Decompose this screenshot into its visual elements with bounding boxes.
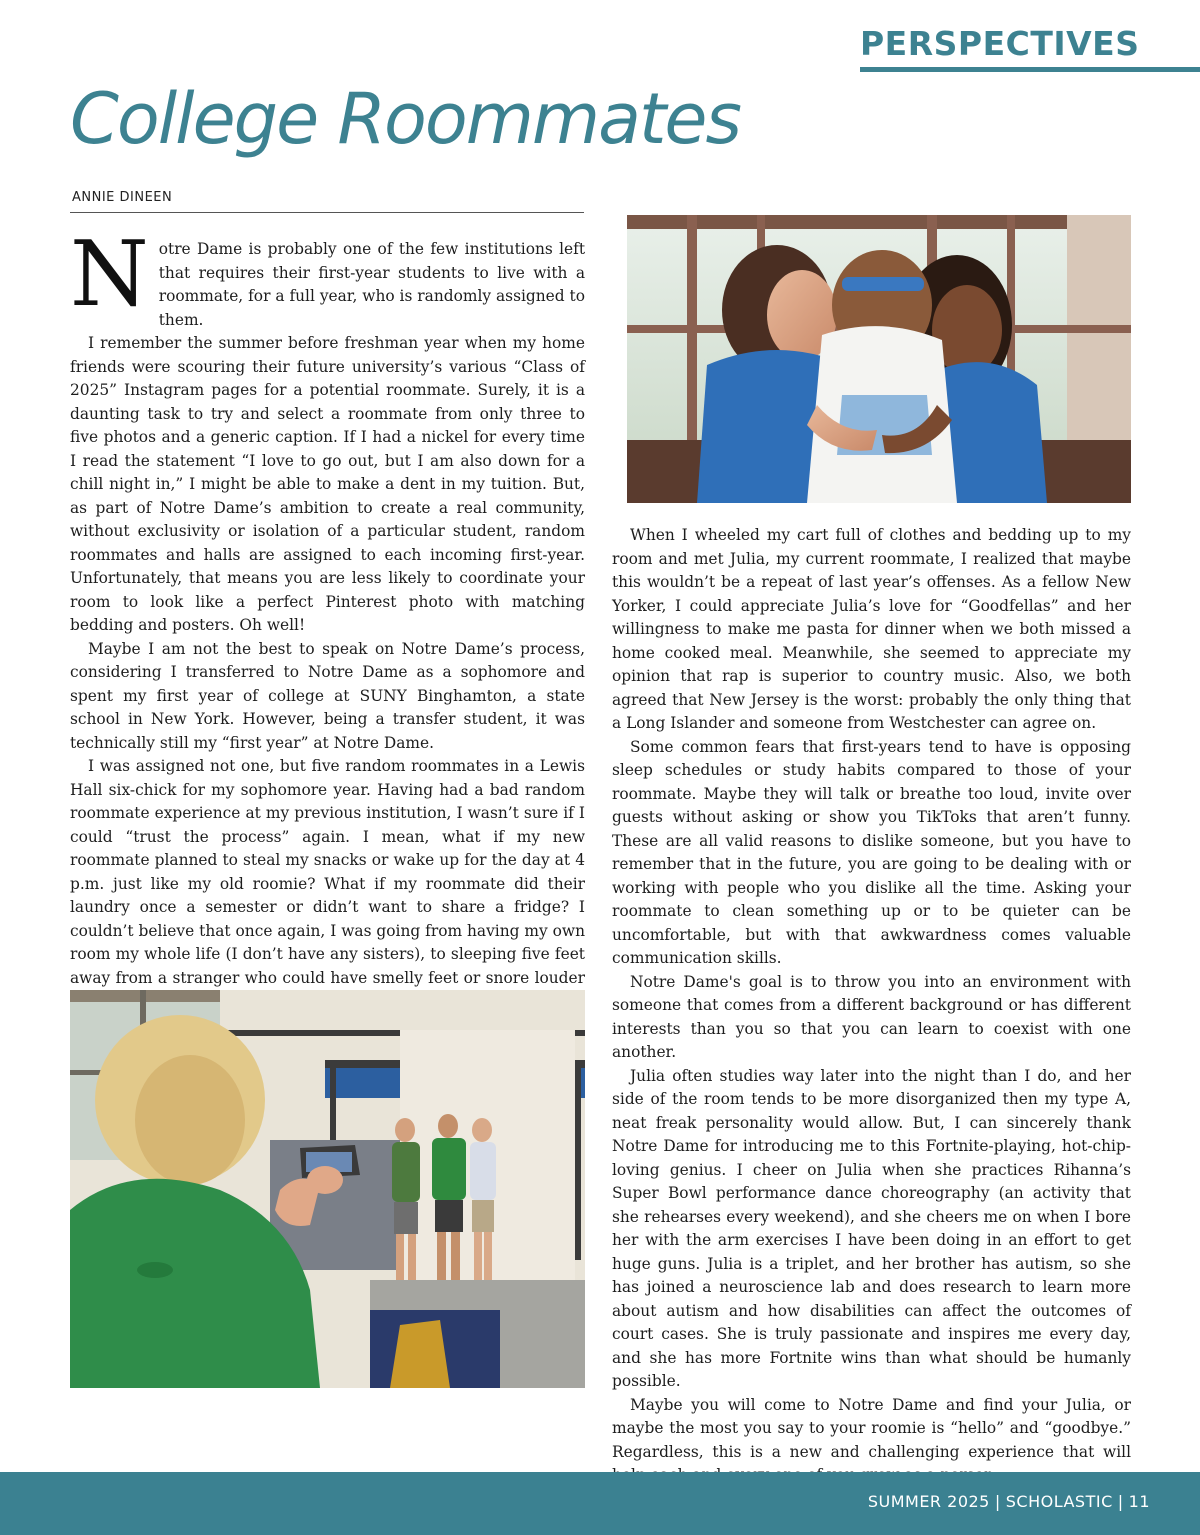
byline: ANNIE DINEEN [72, 190, 173, 205]
photo-roommates-hug [627, 215, 1131, 503]
article-column-left [70, 222, 585, 1014]
page-number: 11 [1128, 1492, 1150, 1511]
paragraph: Julia often studies way later into the night than I do, and her side of the room tends to be more disorganized then my type A, neat freak personality would allow. But, I can sincerely thank Notre Dame for introducing me to this Fortnite-playing, hot-chip-loving genius. I cheer on Julia when she practices Rihanna’s Super Bowl performance dance choreography (an activity that she rehearses every weekend), and she cheers me on when I bore her with the arm exercises I have been doing in an effort to get huge guns. Julia is a triplet, and her brother has autism, so she has joined a neuroscience lab and does research to learn more about autism and how disabilities can affect the outcomes of court cases. She is truly passionate and inspires me every day, and she has more Fortnite wins than what should be humanly possible. [612, 1066, 1131, 1390]
paragraph: Maybe I am not the best to speak on Notre Dame’s process, considering I transferred to Notre Dame as a sophomore and spent my first year of college at SUNY Binghamton, a state school in New York. However, being a transfer student, it was technically still my “first year” at Notre Dame. [70, 639, 585, 752]
article-column-right [612, 524, 1131, 1488]
paragraph: When I wheeled my cart full of clothes and bedding up to my room and met Julia, my current roommate, I realized that maybe this wouldn’t be a repeat of last year’s offenses. As a fellow New Yorker, I could appreciate Julia’s love for “Goodfellas” and her willingness to make me pasta for dinner when we both missed a home cooked meal. Meanwhile, she seemed to appreciate my opinion that rap is superior to country music. Also, we both agreed that New Jersey is the worst: probably the only thing that a Long Islander and someone from Westchester can agree on. [612, 526, 1131, 732]
paragraph: Some common fears that first-years tend to have is opposing sleep schedules or study habits compared to those of your roommate. Maybe they will talk or breathe too loud, invite over guests without asking or show you TikToks that aren’t funny. These are all valid reasons to dislike someone, but you have to remember that in the future, you are going to be dealing with or working with people who you dislike all the time. Asking your roommate to clean something up or to be quieter can be uncomfortable, but with that awkwardness comes valuable communication skills. [612, 737, 1131, 967]
paragraph: Notre Dame's goal is to throw you into an environment with someone that comes from a different background or has different interests than you so that you can learn to coexist with one another. [612, 972, 1131, 1061]
section-label: PERSPECTIVES [860, 24, 1140, 63]
footer-bar [0, 1472, 1200, 1535]
lead-paragraph [70, 222, 585, 332]
paragraph: I was assigned not one, but five random roommates in a Lewis Hall six-chick for my sophomore year. Having had a bad random roommate experience at my previous institution, I wasn’t sure if I could “trust the process” again. I mean, what if my new roommate planned to steal my snacks or wake up for the day at 4 p.m. just like my old roomie? What if my roommate did their laundry once a semester or didn’t want to share a fridge? I couldn’t believe that once again, I was going from having my own room my whole life (I don’t have any sisters), to sleeping five feet away from a stranger who could have smelly feet or snore louder [70, 757, 585, 987]
paragraph: Maybe you will come to Notre Dame and find your Julia, or maybe the most you say to your roomie is “hello” and “goodbye.” Regardless, this is a new and challenging experience that will [612, 1395, 1131, 1461]
byline-rule [70, 212, 584, 213]
publication-name: SCHOLASTIC [1005, 1492, 1113, 1511]
issue-label: SUMMER 2025 [867, 1492, 990, 1511]
paragraph: I remember the summer before freshman year when my home friends were scouring their future university’s various “Class of 2025” Instagram pages for a potential roommate. Surely, it is a daunting task to try and select a roommate from only three to five photos and a generic caption. If I had a nickel for every time I read the statement “I love to go out, but I am also down for a chill night in,” I might be able to make a dent in my tuition. But, as part of Notre Dame’s ambition to create a real community, without exclusivity or isolation of a particular student, random roommates and halls are assigned to each incoming first-year. Unfortunately, that means you are less likely to coordinate your room to look like a perfect Pinterest photo with matching bedding and posters. Oh well! [70, 334, 585, 634]
footer-separator: | [1117, 1492, 1124, 1511]
footer-text [868, 1492, 1150, 1511]
footer-separator: | [994, 1492, 1001, 1511]
article-title: College Roommates [70, 78, 740, 160]
section-rule [860, 67, 1200, 72]
photo-dorm-room [70, 990, 585, 1388]
drop-cap: N [70, 222, 149, 327]
paragraph-text: otre Dame is probably one of the few institutions left that requires their first-year students to live with a roommate, for a full year, who is randomly assigned to them. [158, 240, 585, 329]
